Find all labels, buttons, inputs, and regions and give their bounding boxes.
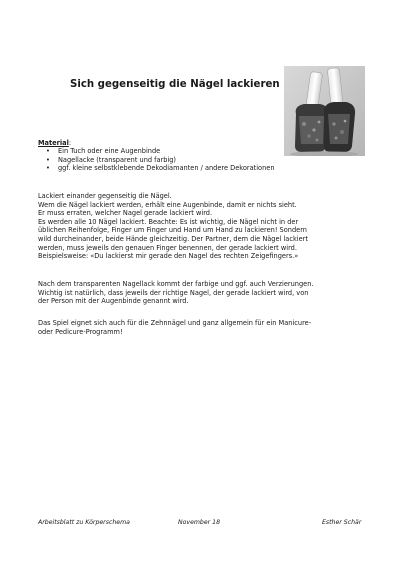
text-line: Wichtig ist natürlich, dass jeweils der richtige Nagel, der gerade lackiert wird, von bbox=[38, 288, 309, 297]
decoration-paragraph bbox=[38, 280, 368, 306]
text-line: üblichen Reihenfolge, Finger um Finger und Hand um Hand zu lackieren! Sondern bbox=[38, 226, 307, 235]
footer-left: Arbeitsblatt zu Körperschema bbox=[38, 519, 130, 526]
material-colon: : bbox=[68, 139, 72, 147]
text-line: wild durcheinander, beide Hände gleichzeitig. Der Partner, dem die Nägel lackiert bbox=[38, 234, 308, 243]
text-line: werden, muss jeweils den genauen Finger benennen, der gerade lackiert wird. bbox=[38, 243, 297, 252]
worksheet-title: Sich gegenseitig die Nägel lackieren bbox=[70, 79, 280, 90]
material-item: • Nagellacke (transparent und farbig) bbox=[58, 156, 368, 164]
text-line: Er muss erraten, welcher Nagel gerade lackiert wird. bbox=[38, 209, 213, 218]
text-line: Es werden alle 10 Nägel lackiert. Beachte: Es ist wichtig, die Nägel nicht in der bbox=[38, 217, 299, 226]
instructions-paragraph bbox=[38, 192, 368, 261]
text-line: Nach dem transparenten Nagellack kommt der farbige und ggf. auch Verzierungen. bbox=[38, 280, 314, 288]
footer-date: November 18 bbox=[178, 519, 221, 526]
closing-paragraph bbox=[38, 319, 368, 336]
text-line: Beispielsweise: «Du lackierst mir gerade den Nagel des rechten Zeigefingers.» bbox=[38, 252, 299, 261]
text-line: Wem die Nägel lackiert werden, erhält eine Augenbinde, damit er nichts sieht. bbox=[38, 200, 297, 209]
material-heading: Material bbox=[38, 139, 69, 147]
text-line: Lackiert einander gegenseitig die Nägel. bbox=[38, 192, 172, 200]
material-section bbox=[38, 139, 368, 173]
material-list bbox=[38, 147, 368, 172]
text-line: Das Spiel eignet sich auch für die Zehnnägel und ganz allgemein für ein Manicure- bbox=[38, 319, 312, 327]
footer-author: Esther Schär bbox=[322, 519, 362, 526]
material-item: • ggf. kleine selbstklebende Dekodiamanten / andere Dekorationen bbox=[58, 164, 368, 172]
material-item: • Ein Tuch oder eine Augenbinde bbox=[58, 147, 368, 155]
text-line: oder Pedicure-Programm! bbox=[38, 327, 123, 336]
text-line: der Person mit der Augenbinde genannt wird. bbox=[38, 297, 189, 306]
